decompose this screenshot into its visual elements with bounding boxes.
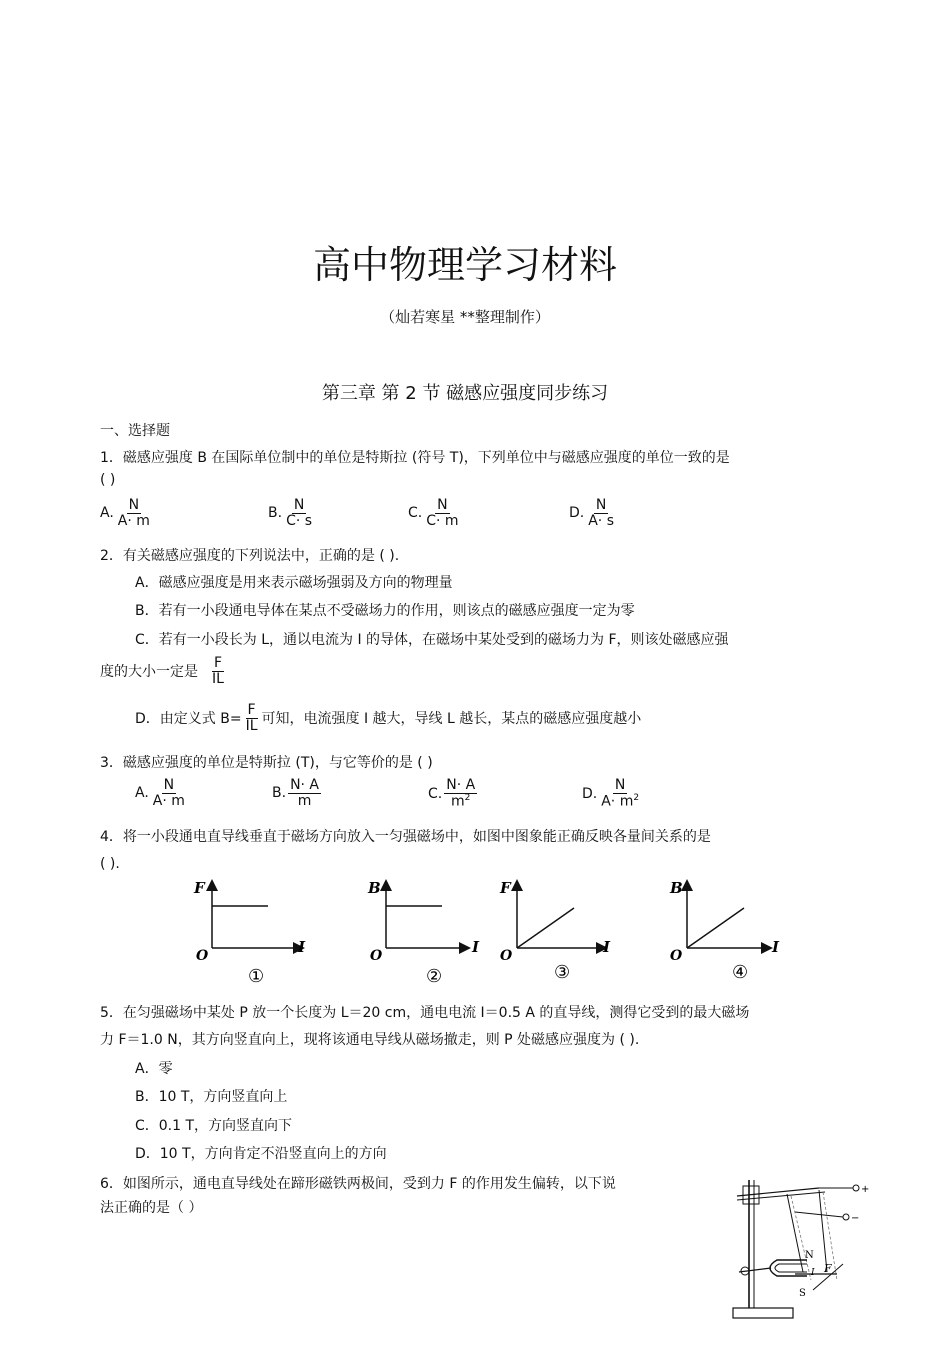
page-subtitle: （灿若寒星 **整理制作） [380, 308, 550, 326]
graph-2-label: ② [426, 966, 443, 987]
page-title: 高中物理学习材料 [312, 243, 617, 287]
current-label: I [811, 1268, 815, 1278]
q2-option-b: B．若有一小段通电导体在某点不受磁场力的作用，则该点的磁感应强度一定为零 [135, 603, 635, 619]
graph-4 [669, 879, 780, 983]
q2-option-c-cont: 度的大小一定是 $\frac{F}{IL}$ [100, 655, 224, 687]
q1-option-a: A. $\frac{N}{A\cdot m}$ [100, 497, 150, 529]
graph-3-label: ③ [554, 962, 571, 983]
section-title: 第三章 第 2 节 磁感应强度同步练习 [321, 383, 609, 404]
q2-stem: 2．有关磁感应强度的下列说法中，正确的是 ( ). [100, 548, 400, 564]
graph-3-origin: O [500, 948, 513, 964]
graph-3-y-label: F [500, 879, 511, 897]
q6-stem-line2: 法正确的是（ ） [100, 1200, 203, 1216]
graph-4-origin: O [670, 948, 683, 964]
minus-terminal: − [851, 1213, 860, 1224]
q2-option-c: C．若有一小段长为 L，通以电流为 I 的导体，在磁场中某处受到的磁场力为 F，则该处磁感应强 [135, 632, 729, 648]
q1-stem: 1．磁感应强度 B 在国际单位制中的单位是特斯拉 (符号 T)，下列单位中与磁感应强度的单位一致的是 [100, 450, 730, 466]
q4-graphs [180, 870, 800, 990]
graph-1 [193, 879, 306, 987]
graph-2-x-label: I [472, 938, 480, 956]
q6-apparatus-figure [725, 1172, 875, 1332]
q5-option-d: D．10 T，方向肯定不沿竖直向上的方向 [135, 1146, 387, 1162]
south-pole-label: S [799, 1288, 806, 1299]
plus-terminal: + [861, 1184, 870, 1195]
q3-option-a: A. $\frac{N}{A\cdot m}$ [135, 777, 185, 809]
graph-4-x-label: I [772, 938, 780, 956]
q3-option-c: C. $\frac{N\cdot A}{m^2}$ [428, 777, 476, 810]
graph-2-y-label: B [368, 879, 381, 897]
section-label: 一、选择题 [100, 423, 170, 439]
graph-4-label: ④ [732, 962, 749, 983]
q5-option-c: C．0.1 T，方向竖直向下 [135, 1118, 293, 1134]
graph-1-x-label: I [298, 938, 306, 956]
q1-option-d: D. $\frac{N}{A\cdot s}$ [569, 497, 615, 529]
q2-option-a: A．磁感应强度是用来表示磁场强弱及方向的物理量 [135, 575, 453, 591]
q1-paren: ( ) [100, 472, 116, 488]
q1-option-b: B. $\frac{N}{C\cdot s}$ [268, 497, 313, 529]
q5-stem-line1: 5．在匀强磁场中某处 P 放一个长度为 L＝20 cm，通电电流 I＝0.5 A 的直导线，测得它受到的最大磁场 [100, 1005, 750, 1021]
q5-option-a: A．零 [135, 1061, 173, 1077]
north-pole-label: N [805, 1250, 814, 1261]
graph-1-y-label: F [194, 879, 205, 897]
graph-2-origin: O [370, 948, 383, 964]
graph-2 [367, 879, 480, 987]
graph-4-y-label: B [670, 879, 683, 897]
graph-3-x-label: I [603, 938, 611, 956]
graph-1-label: ① [248, 966, 265, 987]
q3-option-d: D. $\frac{N}{A\cdot m^2}$ [582, 777, 640, 810]
q2-option-d: D．由定义式 B= $\frac{F}{IL}$ 可知，电流强度 I 越大，导线 L 越长，某点的磁感应强度越小 [135, 702, 642, 734]
q5-option-b: B．10 T，方向竖直向上 [135, 1089, 288, 1105]
q4-paren: ( ). [100, 856, 120, 872]
q4-stem: 4．将一小段通电直导线垂直于磁场方向放入一匀强磁场中，如图中图象能正确反映各量间关系的是 [100, 829, 711, 845]
graph-1-origin: O [196, 948, 209, 964]
q1-option-c: C. $\frac{N}{C\cdot m}$ [408, 497, 459, 529]
graph-3 [499, 879, 611, 983]
q6-stem-line1: 6．如图所示，通电直导线处在蹄形磁铁两极间，受到力 F 的作用发生偏转，以下说 [100, 1176, 616, 1192]
force-label: F [824, 1262, 832, 1275]
q5-stem-line2: 力 F＝1.0 N，其方向竖直向上，现将该通电导线从磁场撤走，则 P 处磁感应强度为 ( ). [100, 1032, 640, 1048]
q3-option-b: B. $\frac{N\cdot A}{m}$ [272, 777, 320, 809]
q3-stem: 3．磁感应强度的单位是特斯拉 (T)，与它等价的是 ( ) [100, 755, 433, 771]
